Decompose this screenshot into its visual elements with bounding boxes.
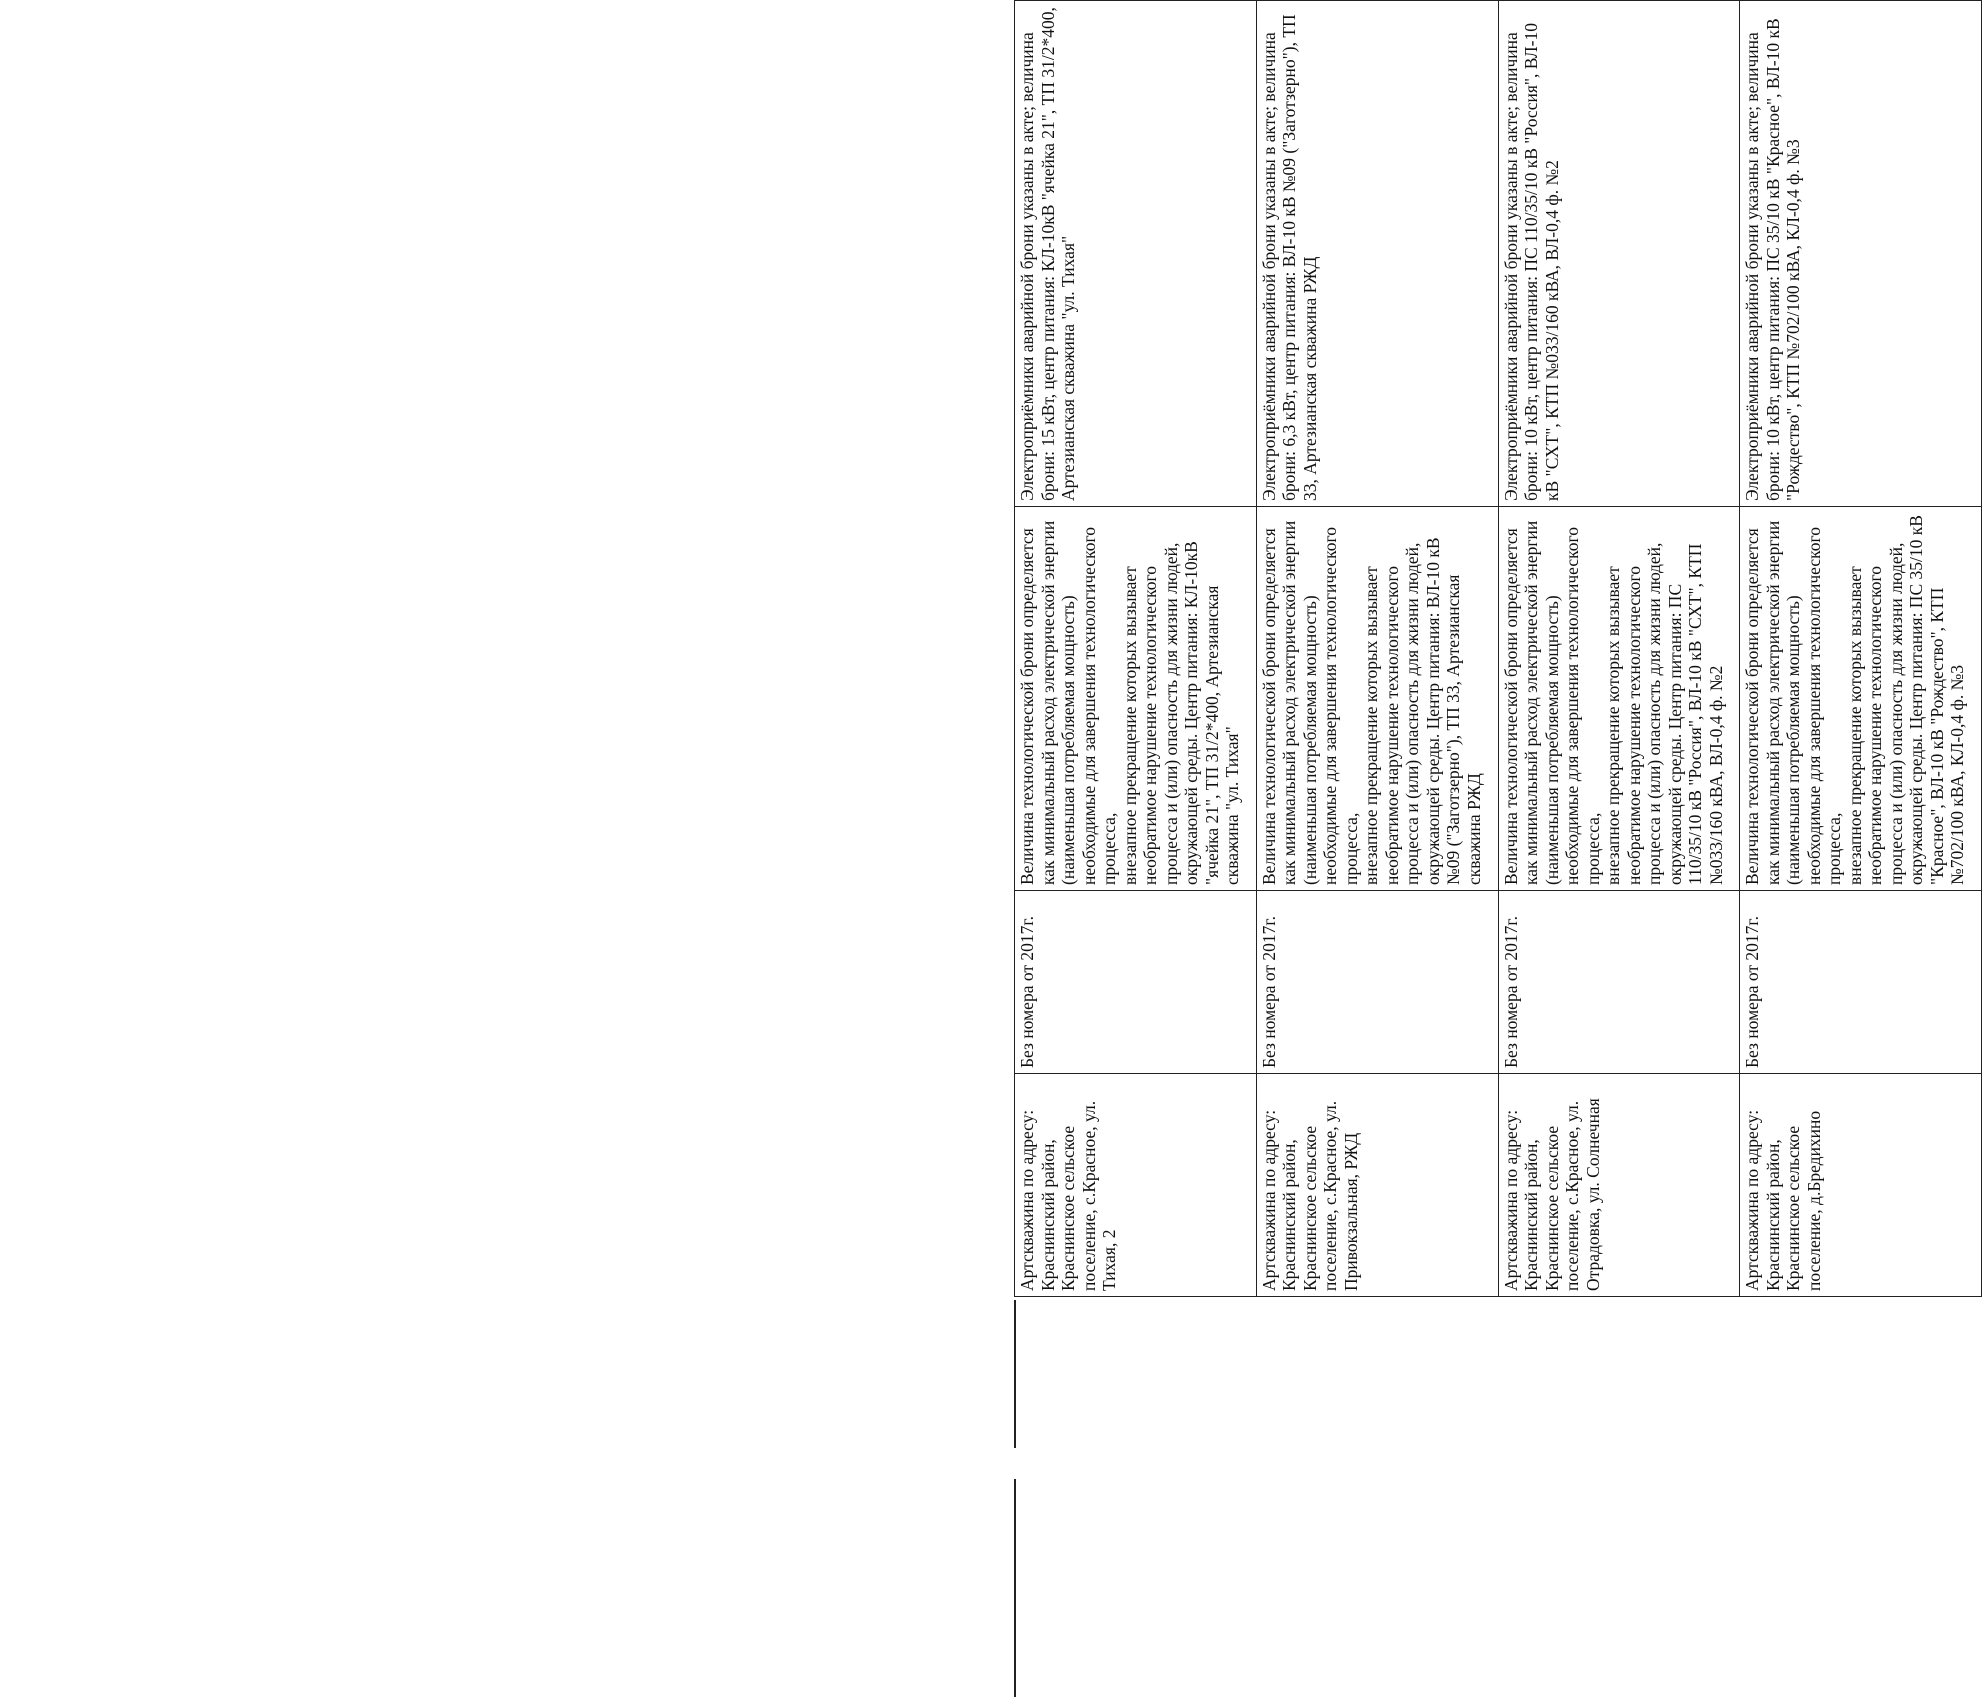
emergency-reserve-cell: Электроприёмники аварийной брони указаны в акте; величина брони: 10 кВт, центр питания: ПС 35/10 кВ "Красное", ВЛ-10 кВ "Рождество", КТП №702/100 кВА, КЛ-0,4 ф. №3	[1740, 1, 1982, 507]
object-cell: Артскважина по адресу: Краснинский район, Краснинское сельское поселение, с.Красное, ул. Тихая, 2	[1015, 1074, 1257, 1297]
rotated-page-content	[1014, 7, 1982, 1297]
act-cell: Без номера от 2017г.	[1740, 891, 1982, 1074]
table-border-continuation	[1014, 1300, 1016, 1448]
tech-reserve-cell: Величина технологической брони определяется как минимальный расход электрической энергии (наименьшая потребляемая мощность) необходимые для завершения технологического процесса, внезапное прекращение которых вызывает необратимое нарушение технологического процесса и (или) опасность для жизни людей, окружающей среды. Центр питания: ПС 35/10 кВ "Красное", ВЛ-10 кВ "Рождество", КТП №702/100 кВА, КЛ-0,4 ф. №3	[1740, 507, 1982, 891]
tech-reserve-cell: Величина технологической брони определяется как минимальный расход электрической энергии (наименьшая потребляемая мощность) необходимые для завершения технологического процесса, внезапное прекращение которых вызывает необратимое нарушение технологического процесса и (или) опасность для жизни людей, окружающей среды. Центр питания: ВЛ-10 кВ №09 ("Заготзерно"), ТП 33, Артезианская скважина РЖД	[1256, 507, 1498, 891]
table-row	[1740, 1, 1982, 1297]
tech-reserve-cell: Величина технологической брони определяется как минимальный расход электрической энергии (наименьшая потребляемая мощность) необходимые для завершения технологического процесса, внезапное прекращение которых вызывает необратимое нарушение технологического процесса и (или) опасность для жизни людей, окружающей среды. Центр питания: КЛ-10кВ "ячейка 21", ТП 31/2*400, Артезианская скважина "ул. Тихая"	[1015, 507, 1257, 891]
act-cell: Без номера от 2017г.	[1256, 891, 1498, 1074]
emergency-reserve-cell: Электроприёмники аварийной брони указаны в акте; величина брони: 6,3 кВт, центр питания: ВЛ-10 кВ №09 ("Заготзерно"), ТП 33, Артезианская скважина РЖД	[1256, 1, 1498, 507]
table-row	[1015, 1, 1257, 1297]
act-cell: Без номера от 2017г.	[1498, 891, 1740, 1074]
table-row	[1256, 1, 1498, 1297]
table-border-continuation	[1014, 1479, 1016, 1697]
emergency-reserve-cell: Электроприёмники аварийной брони указаны в акте; величина брони: 15 кВт, центр питания: КЛ-10кВ "ячейка 21", ТП 31/2*400, Артезианская скважина "ул. Тихая"	[1015, 1, 1257, 507]
object-cell: Артскважина по адресу: Краснинский район, Краснинское сельское поселение, с.Красное, ул. Привокзальная, РЖД	[1256, 1074, 1498, 1297]
act-cell: Без номера от 2017г.	[1015, 891, 1257, 1074]
object-cell: Артскважина по адресу: Краснинский район, Краснинское сельское поселение, д.Бредихино	[1740, 1074, 1982, 1297]
emergency-reserve-cell: Электроприёмники аварийной брони указаны в акте; величина брони: 10 кВт, центр питания: ПС 110/35/10 кВ "Россия", ВЛ-10 кВ "СХТ", КТП №033/160 кВА, ВЛ-0,4 ф. №2	[1498, 1, 1740, 507]
tech-reserve-cell: Величина технологической брони определяется как минимальный расход электрической энергии (наименьшая потребляемая мощность) необходимые для завершения технологического процесса, внезапное прекращение которых вызывает необратимое нарушение технологического процесса и (или) опасность для жизни людей, окружающей среды. Центр питания: ПС 110/35/10 кВ "Россия", ВЛ-10 кВ "СХТ", КТП №033/160 кВА, ВЛ-0,4 ф. №2	[1498, 507, 1740, 891]
table-row	[1498, 1, 1740, 1297]
object-cell: Артскважина по адресу: Краснинский район, Краснинское сельское поселение, с.Красное, ул. Отрадовка, ул. Солнечная	[1498, 1074, 1740, 1297]
emergency-reserve-table	[1014, 0, 1982, 1297]
